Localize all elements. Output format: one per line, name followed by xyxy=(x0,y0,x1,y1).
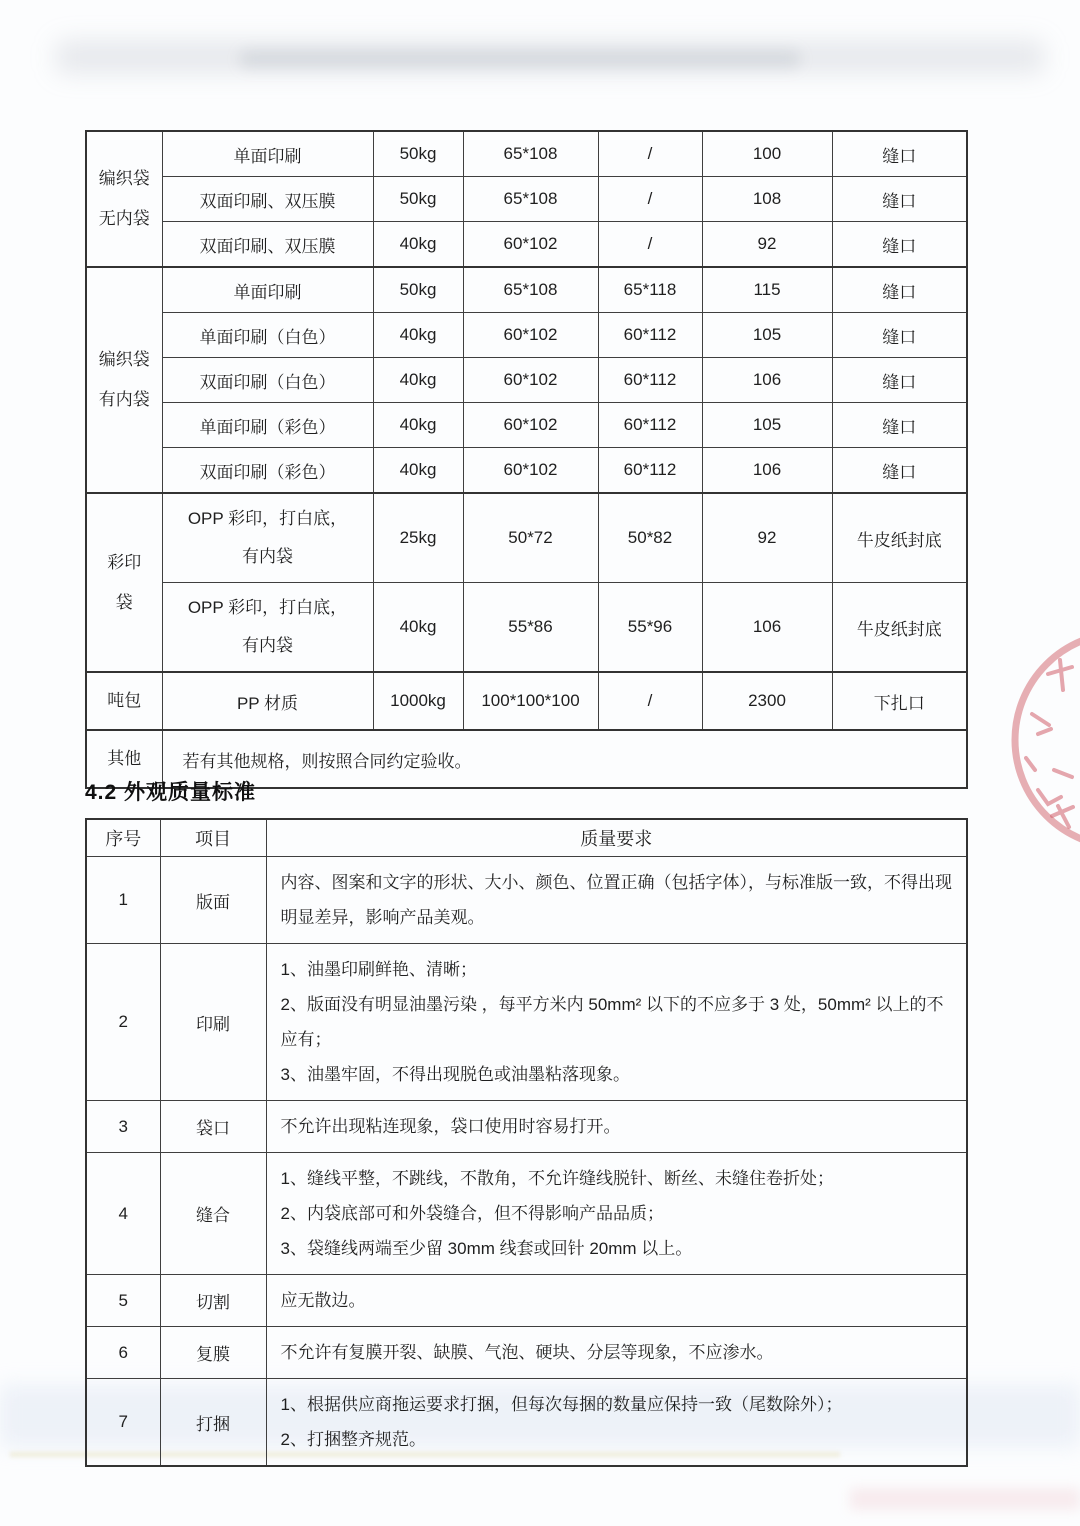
requirement-cell xyxy=(266,1275,967,1327)
requirement-line: 3、袋缝线两端至少留 30mm 线套或回针 20mm 以上。 xyxy=(280,1239,693,1258)
spec-cell: / xyxy=(598,222,702,268)
group-label-line: 彩印 xyxy=(107,552,142,572)
table-row xyxy=(86,313,967,358)
seal-ring xyxy=(1015,633,1080,847)
row-number-cell: 7 xyxy=(86,1379,160,1467)
header-cell-item: 项目 xyxy=(160,819,266,857)
row-group-label xyxy=(86,267,162,493)
scan-smudge-top xyxy=(55,40,1045,74)
spec-cell: 50kg xyxy=(373,267,463,313)
spec-cell: 缝口 xyxy=(832,222,967,268)
scan-smudge-top-dark xyxy=(240,50,800,68)
spec-cell: 92 xyxy=(702,493,832,583)
spec-cell: 55*86 xyxy=(463,583,598,673)
scan-smudge-pink xyxy=(850,1488,1080,1510)
section-heading: 4.2 外观质量标准 xyxy=(85,781,257,804)
spec-cell: 60*102 xyxy=(463,222,598,268)
spec-cell-line: OPP 彩印，打白底， xyxy=(187,509,348,528)
spec-cell: 50*82 xyxy=(598,493,702,583)
spec-cell: 105 xyxy=(702,403,832,448)
packaging-spec-table xyxy=(85,130,968,789)
row-number-cell: 5 xyxy=(86,1275,160,1327)
row-group-label xyxy=(86,131,162,267)
requirement-line: 不允许出现粘连现象，袋口使用时容易打开。 xyxy=(280,1117,621,1136)
spec-cell: 60*102 xyxy=(463,358,598,403)
spec-cell: 108 xyxy=(702,177,832,222)
spec-cell: 106 xyxy=(702,583,832,673)
group-label-line: 吨包 xyxy=(107,691,142,710)
spec-cell: 单面印刷 xyxy=(162,267,373,313)
table-row xyxy=(86,177,967,222)
table-row xyxy=(86,1153,967,1275)
group-label-line: 袋 xyxy=(115,592,133,612)
spec-cell: 牛皮纸封底 xyxy=(832,493,967,583)
requirement-line: 3、油墨牢固，不得出现脱色或油墨粘落现象。 xyxy=(280,1065,630,1084)
spec-cell xyxy=(162,493,373,583)
spec-cell: 下扎口 xyxy=(832,672,967,730)
spec-cell: / xyxy=(598,177,702,222)
spec-cell: 双面印刷、双压膜 xyxy=(162,222,373,268)
spec-cell: 65*108 xyxy=(463,177,598,222)
spec-cell: 双面印刷、双压膜 xyxy=(162,177,373,222)
spec-cell: 60*112 xyxy=(598,358,702,403)
table-row xyxy=(86,1379,967,1467)
spec-cell: 40kg xyxy=(373,448,463,494)
spec-cell: 双面印刷（彩色） xyxy=(162,448,373,494)
group-label-line: 有内袋 xyxy=(98,390,150,409)
table-row xyxy=(86,267,967,313)
requirement-line: 应无散边。 xyxy=(280,1291,366,1310)
spec-cell: 65*108 xyxy=(463,267,598,313)
group-label-line: 编织袋 xyxy=(98,350,150,369)
spec-cell: 牛皮纸封底 xyxy=(832,583,967,673)
item-cell: 缝合 xyxy=(160,1153,266,1275)
spec-cell: 106 xyxy=(702,448,832,494)
spec-cell: 50kg xyxy=(373,131,463,177)
requirement-cell xyxy=(266,1327,967,1379)
spec-cell: 60*102 xyxy=(463,448,598,494)
requirement-cell xyxy=(266,944,967,1101)
spec-cell: 106 xyxy=(702,358,832,403)
spec-cell: 60*112 xyxy=(598,313,702,358)
spec-cell: 50kg xyxy=(373,177,463,222)
table-row xyxy=(86,358,967,403)
requirement-line: 2、内袋底部可和外袋缝合，但不得影响产品品质； xyxy=(280,1204,664,1223)
spec-cell: 100 xyxy=(702,131,832,177)
header-cell-req: 质量要求 xyxy=(266,819,967,857)
spec-cell: 缝口 xyxy=(832,267,967,313)
table-row xyxy=(86,672,967,730)
header-cell-no: 序号 xyxy=(86,819,160,857)
requirement-line: 1、缝线平整，不跳线，不散角，不允许缝线脱针、断丝、未缝住卷折处； xyxy=(280,1169,834,1188)
spec-cell: 55*96 xyxy=(598,583,702,673)
other-spec-note: 若有其他规格，则按照合同约定验收。 xyxy=(162,730,967,788)
table-header-row xyxy=(86,819,967,857)
table-row xyxy=(86,944,967,1101)
row-group-label xyxy=(86,672,162,730)
spec-cell: / xyxy=(598,672,702,730)
spec-cell: 60*112 xyxy=(598,448,702,494)
row-number-cell: 2 xyxy=(86,944,160,1101)
spec-cell: 缝口 xyxy=(832,177,967,222)
spec-cell: 25kg xyxy=(373,493,463,583)
spec-cell: 缝口 xyxy=(832,358,967,403)
group-label-line: 无内袋 xyxy=(98,209,150,228)
table-row xyxy=(86,1275,967,1327)
spec-cell: 40kg xyxy=(373,358,463,403)
spec-cell: 60*102 xyxy=(463,313,598,358)
spec-cell: 60*112 xyxy=(598,403,702,448)
item-cell: 切割 xyxy=(160,1275,266,1327)
quality-standard-table xyxy=(85,818,968,1467)
group-label-line: 编织袋 xyxy=(98,169,150,188)
spec-cell: 缝口 xyxy=(832,403,967,448)
row-number-cell: 3 xyxy=(86,1101,160,1153)
spec-cell-line: 有内袋 xyxy=(242,547,293,566)
item-cell: 印刷 xyxy=(160,944,266,1101)
item-cell: 袋口 xyxy=(160,1101,266,1153)
spec-cell: 40kg xyxy=(373,313,463,358)
spec-cell: 2300 xyxy=(702,672,832,730)
requirement-cell xyxy=(266,1153,967,1275)
spec-cell: 65*118 xyxy=(598,267,702,313)
spec-cell: 1000kg xyxy=(373,672,463,730)
spec-cell: 双面印刷（白色） xyxy=(162,358,373,403)
spec-cell: 100*100*100 xyxy=(463,672,598,730)
requirement-cell xyxy=(266,1101,967,1153)
spec-cell: 60*102 xyxy=(463,403,598,448)
spec-cell: 115 xyxy=(702,267,832,313)
row-number-cell: 4 xyxy=(86,1153,160,1275)
requirement-cell xyxy=(266,857,967,944)
spec-cell-line: 有内袋 xyxy=(242,636,293,655)
spec-cell: 50*72 xyxy=(463,493,598,583)
requirement-line: 内容、图案和文字的形状、大小、颜色、位置正确（包括字体），与标准版一致，不得出现明显差异，影响产品美观。 xyxy=(280,873,952,927)
table-row xyxy=(86,857,967,944)
item-cell: 复膜 xyxy=(160,1327,266,1379)
spec-cell: 40kg xyxy=(373,583,463,673)
table-row xyxy=(86,131,967,177)
spec-cell: 40kg xyxy=(373,403,463,448)
table-row xyxy=(86,403,967,448)
group-label-line: 其他 xyxy=(107,749,142,768)
table-row xyxy=(86,448,967,494)
requirement-line: 不允许有复膜开裂、缺膜、气泡、硬块、分层等现象，不应渗水。 xyxy=(280,1343,774,1362)
item-cell: 打捆 xyxy=(160,1379,266,1467)
spec-cell: 单面印刷（白色） xyxy=(162,313,373,358)
spec-cell: / xyxy=(598,131,702,177)
requirement-line: 1、根据供应商拖运要求打捆，但每次每捆的数量应保持一致（尾数除外）； xyxy=(280,1395,843,1414)
spec-cell: 缝口 xyxy=(832,448,967,494)
requirement-line: 2、打捆整齐规范。 xyxy=(280,1430,426,1449)
requirement-line: 1、油墨印刷鲜艳、清晰； xyxy=(280,960,477,979)
row-number-cell: 6 xyxy=(86,1327,160,1379)
spec-cell: 缝口 xyxy=(832,313,967,358)
table-row xyxy=(86,583,967,673)
item-cell: 版面 xyxy=(160,857,266,944)
spec-cell: PP 材质 xyxy=(162,672,373,730)
row-number-cell: 1 xyxy=(86,857,160,944)
table-row xyxy=(86,1101,967,1153)
requirement-line: 2、版面没有明显油墨污染 ，每平方米内 50mm² 以下的不应多于 3 处，50mm² 以上的不应有； xyxy=(280,995,944,1049)
spec-cell xyxy=(162,583,373,673)
spec-cell: 105 xyxy=(702,313,832,358)
red-seal-stamp xyxy=(1002,618,1080,868)
table-row xyxy=(86,493,967,583)
table-row xyxy=(86,1327,967,1379)
requirement-cell xyxy=(266,1379,967,1467)
spec-cell: 92 xyxy=(702,222,832,268)
table-row xyxy=(86,222,967,268)
spec-cell: 缝口 xyxy=(832,131,967,177)
spec-cell: 单面印刷（彩色） xyxy=(162,403,373,448)
spec-cell: 40kg xyxy=(373,222,463,268)
row-group-label xyxy=(86,493,162,672)
spec-cell: 65*108 xyxy=(463,131,598,177)
spec-cell-line: OPP 彩印，打白底， xyxy=(187,598,348,617)
spec-cell: 单面印刷 xyxy=(162,131,373,177)
